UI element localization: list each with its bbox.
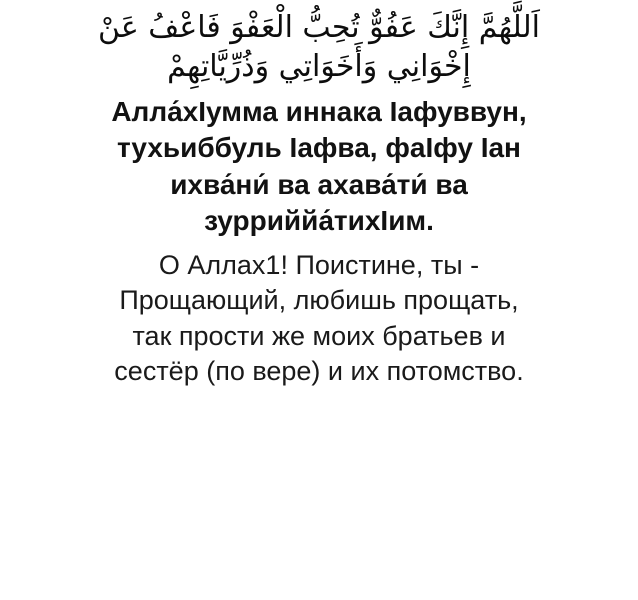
transliteration-line: зурриййа́тихIим. (204, 205, 434, 237)
transliteration-line: Алла́хIумма иннака Iафуввун, (111, 96, 527, 127)
translation-line: так прости же моих братьев и (132, 320, 506, 351)
transliteration-line: тухьиббуль Iафва, фаIфу Iан (117, 132, 521, 164)
transliteration-line: ихва́ни́ ва ахава́ти́ ва (170, 168, 468, 200)
arabic-line: اَللَّهُمَّ إِنَّكَ عَفُوٌّ تُحِبُّ الْعَفْوَ فَاعْفُ عَنْ (98, 10, 540, 45)
translation-line: О Аллах1! Поистине, ты - (158, 249, 480, 280)
transliteration-text (6, 94, 632, 240)
arabic-text (6, 8, 632, 86)
translation-line: сестёр (по вере) и их потомство. (114, 356, 524, 387)
translation-line: Прощающий, любишь прощать, (119, 285, 519, 316)
translation-text (6, 248, 632, 391)
arabic-line: إِخْوَانِي وَأَخَوَاتِي وَذُرِّيَّاتِهِمْ (167, 49, 471, 84)
